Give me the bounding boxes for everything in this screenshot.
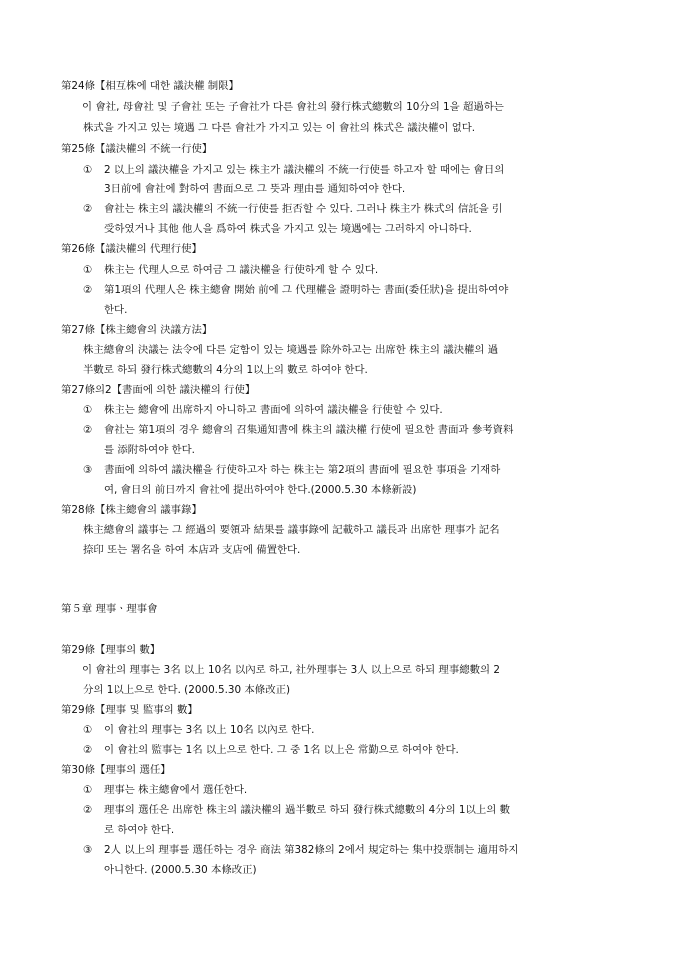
article-27-heading: 第27條【株主總會의 決議方法】	[61, 324, 213, 336]
article-27-2-item-1-number: ①	[83, 404, 93, 416]
article-27-text-line-1: 株主總會의 決議는 法令에 다른 定함이 있는 境遇를 除外하고는 出席한 株主의 議決權의 過	[83, 344, 499, 356]
article-28-heading: 第28條【株主總會의 議事錄】	[61, 504, 202, 516]
article-25-heading: 第25條【議決權의 不統一行使】	[61, 143, 213, 155]
article-27-2-item-2-line-1: 會社는 第1項의 경우 總會의 召集通知書에 株主의 議決權 行使에 필요한 書面과 參考資料	[104, 424, 514, 436]
article-30-heading: 第30條【理事의 選任】	[61, 764, 171, 776]
article-27-text-line-2: 半數로 하되 發行株式總數의 4分의 1以上의 數로 하여야 한다.	[83, 364, 368, 376]
article-25-item-2-line-1: 會社는 株主의 議決權의 不統一行使를 拒否할 수 있다. 그러나 株主가 株式의 信託을 引	[104, 203, 503, 215]
article-26-item-2-number: ②	[83, 284, 93, 296]
article-26-item-1-line-1: 株主는 代理人으로 하여금 그 議決權을 行使하게 할 수 있다.	[104, 264, 379, 276]
article-26-heading: 第26條【議決權의 代理行使】	[61, 243, 202, 255]
article-29-alt-item-2-line-1: 이 會社의 監事는 1名 以上으로 한다. 그 중 1名 以上은 常勤으로 하여야 한다.	[104, 744, 459, 756]
article-27-2-item-3-line-1: 書面에 의하여 議決權을 行使하고자 하는 株主는 第2項의 書面에 필요한 事項을 기재하	[104, 464, 501, 476]
article-27-2-item-2-number: ②	[83, 424, 93, 436]
article-27-2-item-3-line-2: 여, 會日의 前日까지 會社에 提出하여야 한다.(2000.5.30 本條新設)	[104, 484, 417, 496]
article-26-item-2-line-2: 한다.	[104, 304, 128, 316]
article-30-item-3-line-2: 아니한다. (2000.5.30 本條改正)	[104, 864, 257, 876]
article-30-item-3-line-1: 2人 以上의 理事를 選任하는 경우 商法 第382條의 2에서 規定하는 集中投票制는 適用하지	[104, 844, 519, 856]
article-25-item-1-number: ①	[83, 164, 93, 176]
article-27-2-heading: 第27條의2【書面에 의한 議決權의 行使】	[61, 384, 256, 396]
article-29-alt-heading: 第29條【理事 및 監事의 數】	[61, 704, 198, 716]
article-27-2-item-2-line-2: 를 添附하여야 한다.	[104, 444, 195, 456]
article-30-item-1-number: ①	[83, 784, 93, 796]
article-24-text-line-1: 이 會社, 母會社 및 子會社 또는 子會社가 다른 會社의 發行株式總數의 10分의 1을 超過하는	[82, 101, 504, 113]
article-30-item-1-line-1: 理事는 株主總會에서 選任한다.	[104, 784, 248, 796]
article-29-text-line-1: 이 會社의 理事는 3名 以上 10名 以內로 하고, 社外理事는 3人 以上으로 하되 理事總數의 2	[82, 664, 500, 676]
article-29-alt-item-2-number: ②	[83, 744, 93, 756]
article-25-item-2-line-2: 受하였거나 其他 他人을 爲하여 株式을 가지고 있는 境遇에는 그러하지 아니하다.	[104, 223, 472, 235]
article-30-item-3-number: ③	[83, 844, 93, 856]
article-30-item-2-line-1: 理事의 選任은 出席한 株主의 議決權의 過半數로 하되 發行株式總數의 4分의 1以上의 數	[104, 804, 511, 816]
chapter-5-title: 第５章 理事ㆍ理事會	[61, 603, 158, 615]
article-29-alt-item-1-number: ①	[83, 724, 93, 736]
article-25-item-2-number: ②	[83, 203, 93, 215]
article-26-item-1-number: ①	[83, 264, 93, 276]
article-24-text-line-2: 株式을 가지고 있는 境遇 그 다른 會社가 가지고 있는 이 會社의 株式은 議決權이 없다.	[83, 122, 476, 134]
article-28-text-line-1: 株主總會의 議事는 그 經過의 要領과 結果를 議事錄에 記載하고 議長과 出席한 理事가 記名	[83, 524, 500, 536]
article-29-text-line-2: 分의 1以上으로 한다. (2000.5.30 本條改正)	[83, 684, 291, 696]
article-27-2-item-1-line-1: 株主는 總會에 出席하지 아니하고 書面에 의하여 議決權을 行使할 수 있다.	[104, 404, 443, 416]
article-24-heading: 第24條【相互株에 대한 議決權 制限】	[61, 80, 239, 92]
article-30-item-2-line-2: 로 하여야 한다.	[104, 824, 175, 836]
article-30-item-2-number: ②	[83, 804, 93, 816]
article-25-item-1-line-1: 2 以上의 議決權을 가지고 있는 株主가 議決權의 不統一行使를 하고자 할 때에는 會日의	[104, 164, 505, 176]
article-29-heading: 第29條【理事의 數】	[61, 644, 161, 656]
article-26-item-2-line-1: 第1項의 代理人은 株主總會 開始 前에 그 代理權을 證明하는 書面(委任狀)을 提出하여야	[104, 284, 509, 296]
article-27-2-item-3-number: ③	[83, 464, 93, 476]
article-28-text-line-2: 捺印 또는 署名을 하여 本店과 支店에 備置한다.	[83, 544, 301, 556]
article-25-item-1-line-2: 3日前에 會社에 對하여 書面으로 그 뜻과 理由를 通知하여야 한다.	[104, 183, 406, 195]
article-29-alt-item-1-line-1: 이 會社의 理事는 3名 以上 10名 以內로 한다.	[104, 724, 315, 736]
